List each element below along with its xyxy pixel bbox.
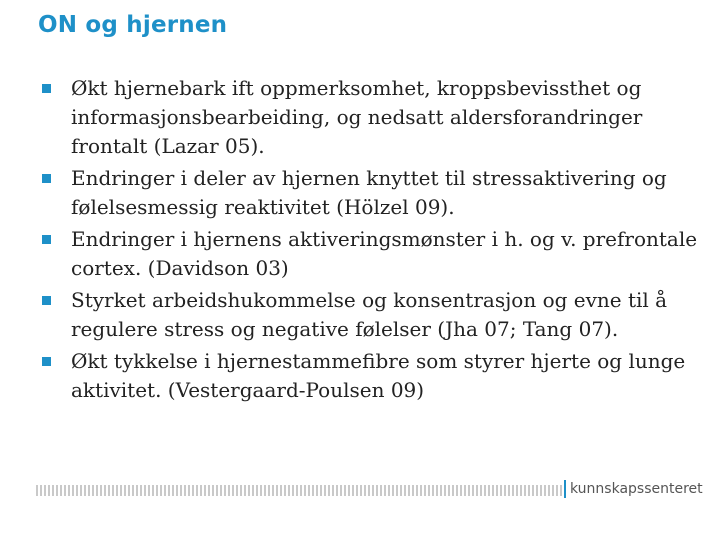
square-bullet-icon	[42, 296, 51, 305]
slide-title: ON og hjernen	[38, 12, 228, 38]
bullet-item	[42, 286, 718, 344]
square-bullet-icon	[42, 357, 51, 366]
logo-mark-icon	[564, 480, 566, 498]
footer-logo	[564, 480, 703, 498]
bullet-item	[42, 347, 718, 405]
bullet-text: Økt tykkelse i hjernestammefibre som styrer hjerte og lunge aktivitet. (Vestergaard-Poulsen 09)	[71, 349, 686, 402]
footer-stripe-bar	[36, 485, 562, 496]
logo-text: kunnskapssenteret	[570, 481, 703, 497]
square-bullet-icon	[42, 235, 51, 244]
square-bullet-icon	[42, 174, 51, 183]
square-bullet-icon	[42, 84, 51, 93]
bullet-item	[42, 164, 718, 222]
bullet-list	[42, 74, 718, 408]
bullet-text: Økt hjernebark ift oppmerksomhet, kroppsbevissthet og informasjonsbearbeiding, og nedsatt aldersforandringer frontalt (Lazar 05).	[71, 76, 643, 158]
bullet-item	[42, 74, 718, 161]
bullet-text: Endringer i hjernens aktiveringsmønster i h. og v. prefrontale cortex. (Davidson 03)	[71, 227, 698, 280]
bullet-text: Styrket arbeidshukommelse og konsentrasjon og evne til å regulere stress og negative følelser (Jha 07; Tang 07).	[71, 288, 668, 341]
bullet-text: Endringer i deler av hjernen knyttet til stressaktivering og følelsesmessig reaktivitet (Hölzel 09).	[71, 166, 667, 219]
bullet-item	[42, 225, 718, 283]
